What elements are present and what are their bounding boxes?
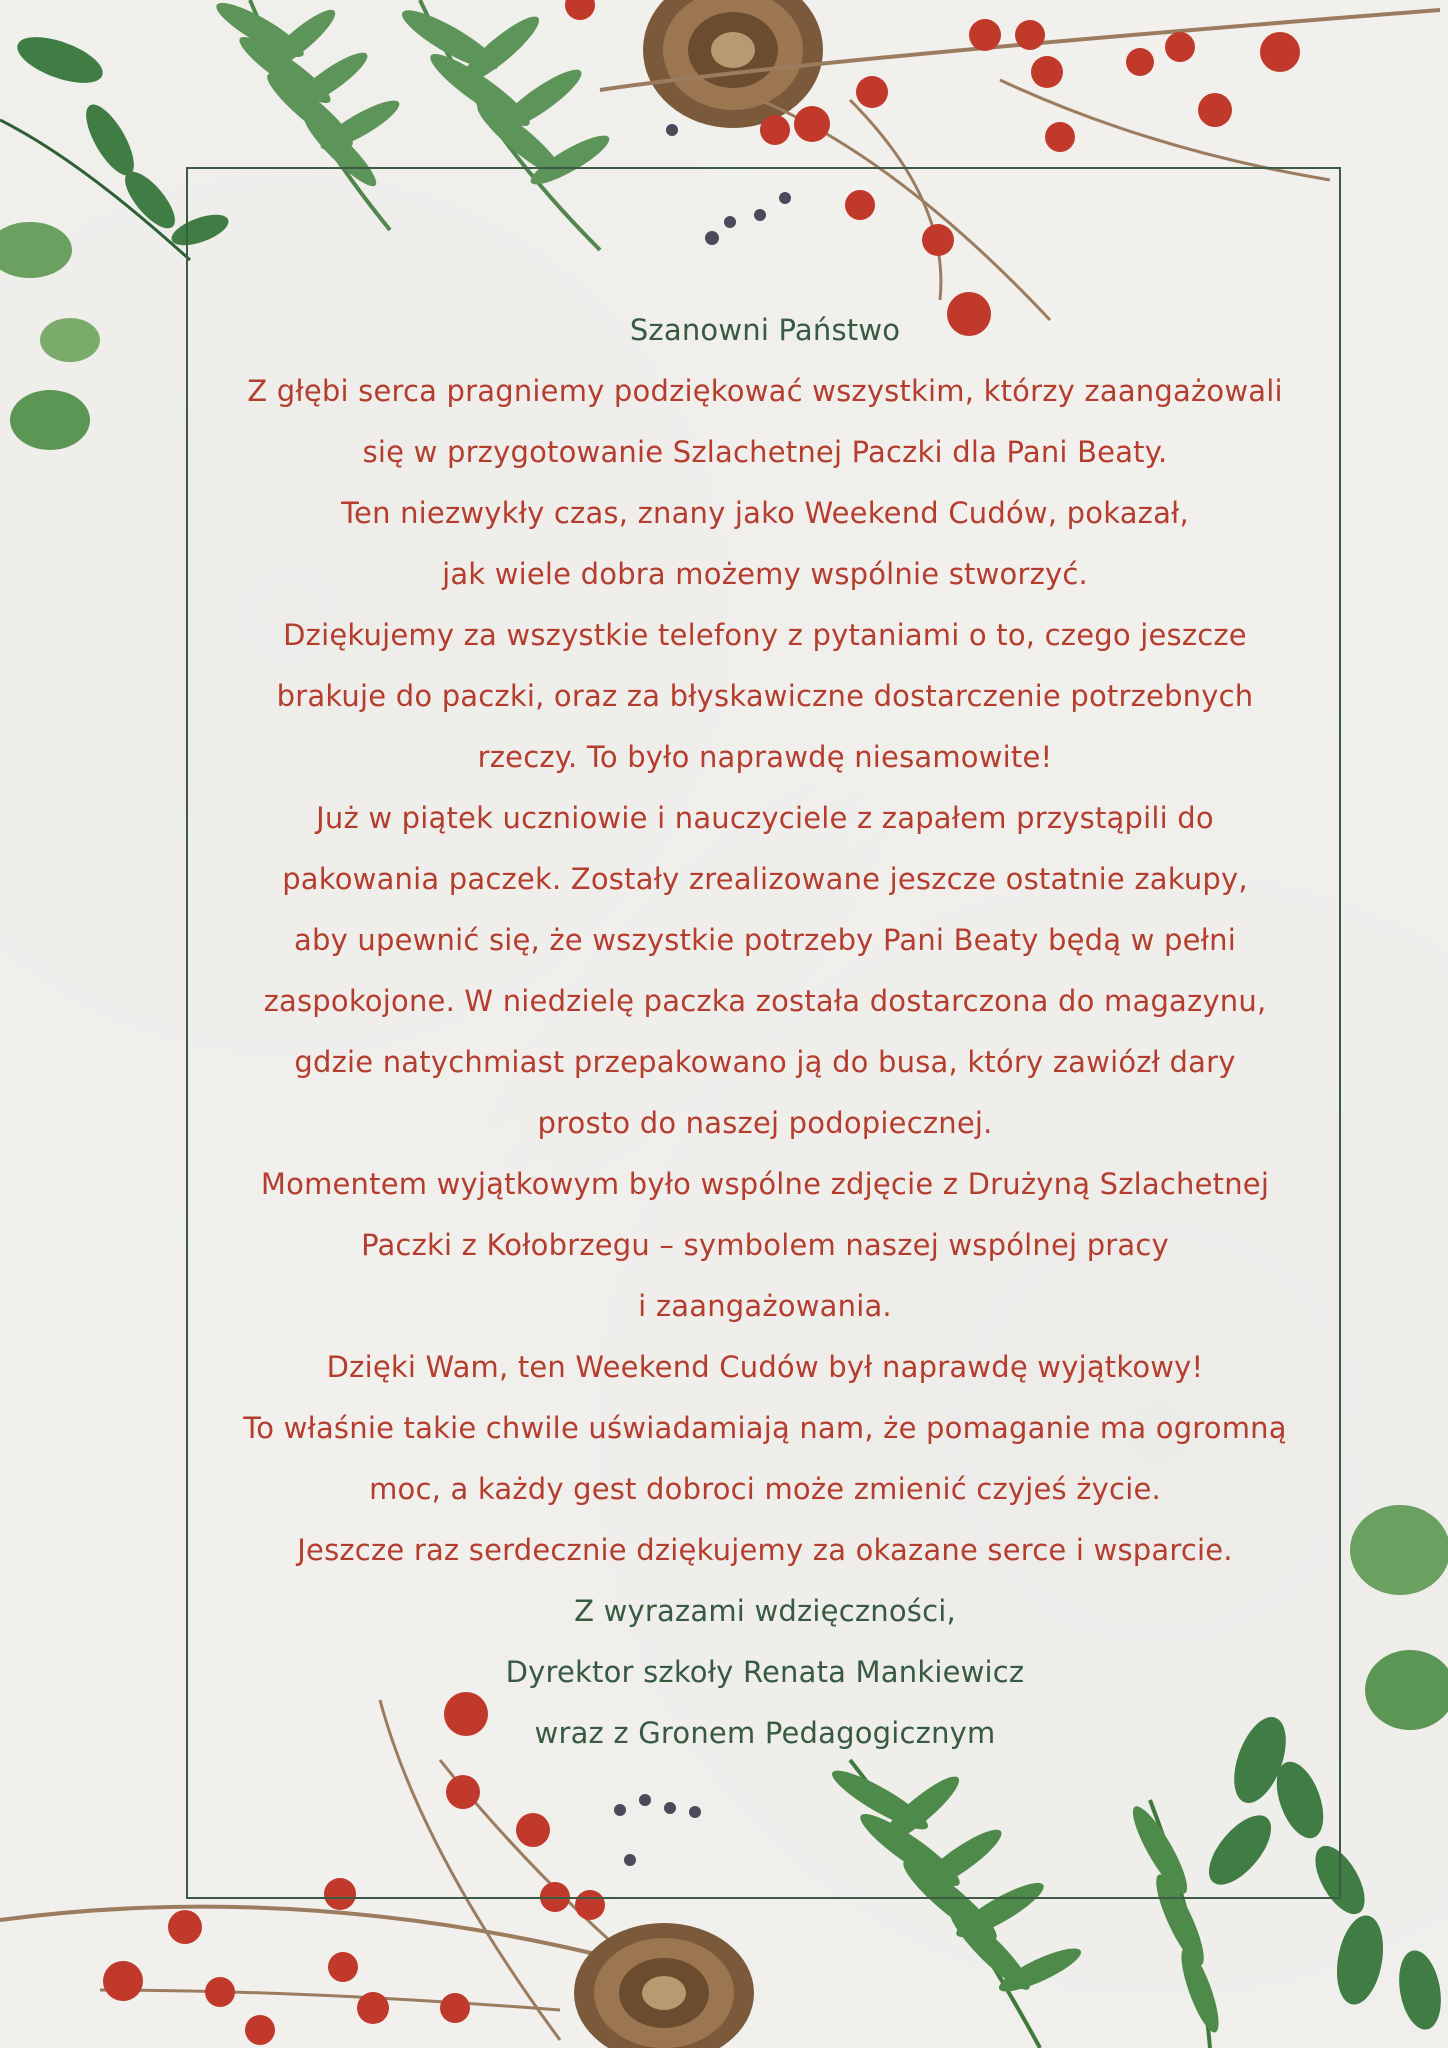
- signature-director: Dyrektor szkoły Renata Mankiewicz: [505, 1655, 1025, 1689]
- body-line: Momentem wyjątkowym było wspólne zdjęcie z Drużyną Szlachetnej: [260, 1167, 1270, 1201]
- body-line: Dzięki Wam, ten Weekend Cudów był naprawdę wyjątkowy!: [326, 1350, 1204, 1384]
- body-line: się w przygotowanie Szlachetnej Paczki dla Pani Beaty.: [362, 435, 1168, 469]
- body-line: Paczki z Kołobrzegu – symbolem naszej wspólnej pracy: [361, 1228, 1169, 1262]
- letter-content: [200, 300, 1330, 1764]
- body-line: moc, a każdy gest dobroci może zmienić czyjeś życie.: [369, 1472, 1161, 1506]
- body-line: Ten niezwykły czas, znany jako Weekend Cudów, pokazał,: [341, 496, 1189, 530]
- signature-staff: wraz z Gronem Pedagogicznym: [534, 1716, 996, 1750]
- body-line: Dziękujemy za wszystkie telefony z pytaniami o to, czego jeszcze: [283, 618, 1247, 652]
- closing: Z wyrazami wdzięczności,: [574, 1594, 956, 1628]
- body-line: gdzie natychmiast przepakowano ją do busa, który zawiózł dary: [294, 1045, 1236, 1079]
- body-line: prosto do naszej podopiecznej.: [537, 1106, 993, 1140]
- body-line: Jeszcze raz serdecznie dziękujemy za okazane serce i wsparcie.: [297, 1533, 1233, 1567]
- body-line: pakowania paczek. Zostały zrealizowane jeszcze ostatnie zakupy,: [282, 862, 1248, 896]
- body-line: Z głębi serca pragniemy podziękować wszystkim, którzy zaangażowali: [247, 374, 1283, 408]
- body-line: Już w piątek uczniowie i nauczyciele z zapałem przystąpili do: [316, 801, 1214, 835]
- body-line: jak wiele dobra możemy wspólnie stworzyć.: [442, 557, 1088, 591]
- body-line: i zaangażowania.: [638, 1289, 892, 1323]
- body-line: rzeczy. To było naprawdę niesamowite!: [477, 740, 1053, 774]
- body-line: brakuje do paczki, oraz za błyskawiczne dostarczenie potrzebnych: [276, 679, 1254, 713]
- body-line: aby upewnić się, że wszystkie potrzeby Pani Beaty będą w pełni: [294, 923, 1236, 957]
- greeting: Szanowni Państwo: [629, 313, 901, 347]
- body-line: To właśnie takie chwile uświadamiają nam, że pomaganie ma ogromną: [243, 1411, 1287, 1445]
- body-line: zaspokojone. W niedzielę paczka została dostarczona do magazynu,: [263, 984, 1267, 1018]
